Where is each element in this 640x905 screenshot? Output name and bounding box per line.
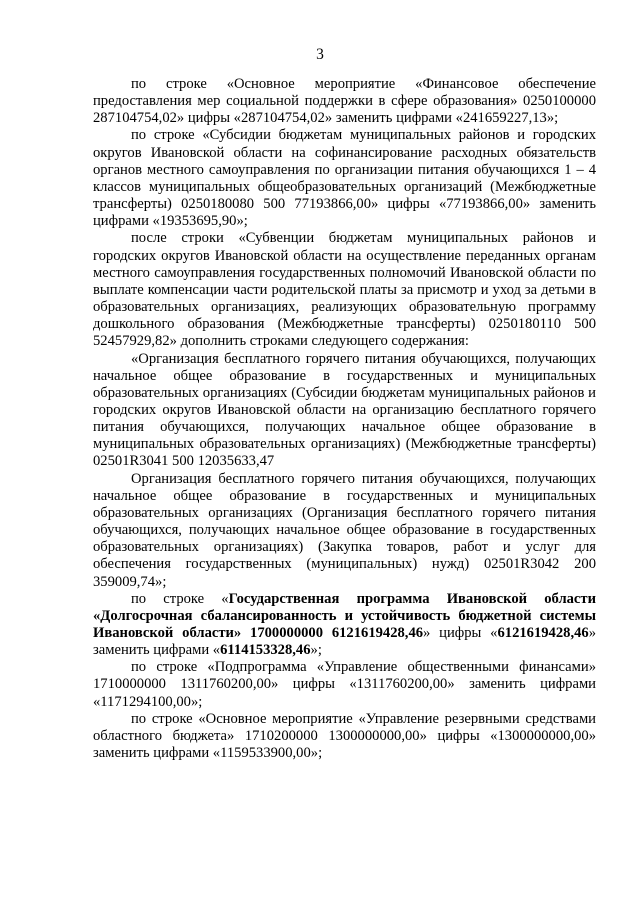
paragraph-text: после строки «Субвенции бюджетам муниципальных районов и городских округов Ивановской области на осуществление переданных органам местного самоуправления государственных полномочий Ивановской области по выплате компенсации части родительской платы за присмотр и уход за детьми в образовательных организациях, реализующих образовательную программу дошкольного образования (Межбюджетные трансферты) 0250180110 500 52457929,82» дополнить строками следующего содержания: (93, 230, 596, 350)
document-body (93, 76, 596, 762)
paragraph (93, 711, 596, 762)
paragraph-text: по строке «Основное мероприятие «Финансовое обеспечение предоставления мер социальной поддержки в сфере образования» 0250100000 287104754,02» цифры «287104754,02» заменить цифрами «241659227,13»; (93, 76, 596, 127)
paragraph (93, 230, 596, 350)
paragraph (93, 591, 596, 660)
paragraph-text-bold: 6114153328,46 (220, 642, 311, 659)
paragraph (93, 471, 596, 591)
paragraph-text: по строке «Основное мероприятие «Управление резервными средствами областного бюджета» 1710200000 1300000000,00» цифры «1300000000,00» заменить цифрами «1159533900,00»; (93, 710, 596, 762)
paragraph-text-bold: Государственная программа Ивановской области «Долгосрочная сбалансированность и устойчивость бюджетной системы Ивановской области» 1700000000 6121619428,46 (93, 590, 596, 641)
paragraph-text: » цифры « (423, 625, 498, 641)
page-number: 3 (316, 46, 324, 63)
paragraph-text: по строке «Подпрограмма «Управление общественными финансами» 1710000000 1311760200,00» цифры «1311760200,00» заменить цифрами «1171294100,00»; (93, 659, 596, 710)
paragraph (93, 659, 596, 710)
paragraph-text: «Организация бесплатного горячего питания обучающихся, получающих начальное общее образование в государственных и муниципальных образовательных организациях (Субсидии бюджетам муниципальных районов и городских округов Ивановской области на организацию бесплатного горячего питания обучающихся, получающих начальное общее образование в муниципальных образовательных организациях) (Межбюджетные трансферты) 02501R3041 500 12035633,47 (93, 350, 596, 470)
paragraph (93, 76, 596, 127)
paragraph-text: по строке «Субсидии бюджетам муниципальных районов и городских округов Ивановской области на софинансирование расходных обязательств органов местного самоуправления по организации питания обучающихся 1 – 4 классов муниципальных общеобразовательных организаций (Межбюджетные трансферты) 0250180080 500 77193866,00» цифры «77193866,00» заменить цифрами «19353695,90»; (93, 127, 596, 230)
paragraph-text: Организация бесплатного горячего питания обучающихся, получающих начальное общее образование в государственных и муниципальных образовательных организациях (Организация бесплатного горячего питания обучающихся, получающих начальное общее образование в государственных образовательных организациях) (Закупка товаров, работ и услуг для обеспечения государственных (муниципальных) нужд) 02501R3042 200 359009,74»; (93, 470, 596, 590)
paragraph-text: » заменить цифрами « (93, 625, 596, 659)
paragraph (93, 127, 596, 230)
paragraph-text: »; (310, 642, 322, 659)
paragraph-text-bold: 6121619428,46 (497, 625, 589, 641)
paragraph-text: по строке « (131, 590, 229, 607)
paragraph (93, 351, 596, 471)
